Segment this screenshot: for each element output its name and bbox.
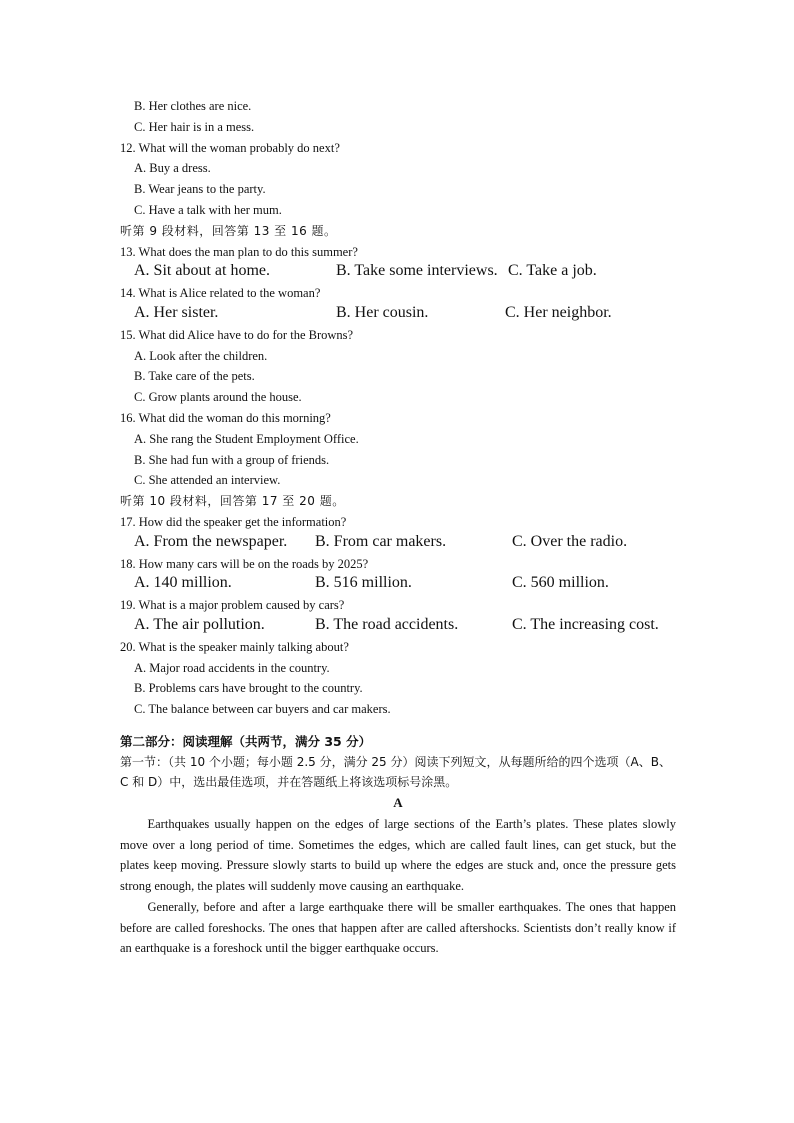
q15-option-b: B. Take care of the pets. — [134, 369, 255, 384]
q18-question: 18. How many cars will be on the roads by 2025? — [120, 556, 369, 571]
material-9-instruction: 听第 9 段材料，回答第 13 至 16 题。 — [120, 223, 337, 238]
part2-intro: 第一节：（共 10 个小题；每小题 2.5 分，满分 25 分）阅读下列短文，从每题所给的四个选项（A、B、C 和 D）中，选出最佳选项，并在答题纸上将该选项标号涂黑。 — [120, 754, 671, 790]
q15-option-c: C. Grow plants around the house. — [134, 390, 302, 405]
q17-question: 17. How did the speaker get the information? — [120, 514, 347, 529]
q16-option-b: B. She had fun with a group of friends. — [134, 452, 330, 467]
q11-option-b: B. Her clothes are nice. — [134, 99, 252, 113]
q16-option-a: A. She rang the Student Employment Office. — [134, 431, 359, 446]
q12-option-b: B. Wear jeans to the party. — [134, 182, 266, 197]
part2-title: 第二部分：阅读理解（共两节，满分 35 分） — [120, 733, 372, 749]
q19-options — [120, 616, 676, 637]
q13-option-a: A. Sit about at home. — [134, 262, 270, 280]
q14-option-a: A. Her sister. — [134, 303, 219, 321]
passage-paragraph-2: Generally, before and after a large earthquake there will be smaller earthquakes. The ones that happen before are called foreshocks. The ones that happen after are called aftershocks. Scientists don’t really know if an earthquake is a foreshock until the bigger earthquake occurs. — [120, 899, 676, 956]
q17-option-a: A. From the newspaper. — [134, 532, 288, 550]
q12-option-c: C. Have a talk with her mum. — [134, 202, 282, 217]
exam-page — [120, 96, 676, 959]
q18-option-a: A. 140 million. — [134, 574, 232, 592]
q13-option-b: B. Take some interviews. — [336, 262, 498, 280]
q20-option-b: B. Problems cars have brought to the country. — [134, 681, 363, 696]
q20-option-c: C. The balance between car buyers and car makers. — [134, 702, 391, 717]
q14-option-c: C. Her neighbor. — [505, 303, 612, 321]
q12-question: 12. What will the woman probably do next? — [120, 140, 340, 155]
material-10-instruction: 听第 10 段材料，回答第 17 至 20 题。 — [120, 494, 345, 509]
q19-option-c: C. The increasing cost. — [512, 615, 659, 633]
q15-question: 15. What did Alice have to do for the Browns? — [120, 327, 354, 342]
q15-option-a: A. Look after the children. — [134, 348, 268, 363]
q20-question: 20. What is the speaker mainly talking about? — [120, 639, 349, 654]
q12-option-a: A. Buy a dress. — [134, 161, 211, 176]
q19-option-a: A. The air pollution. — [134, 615, 265, 633]
q19-question: 19. What is a major problem caused by cars? — [120, 598, 345, 613]
q16-question: 16. What did the woman do this morning? — [120, 410, 331, 425]
q13-question: 13. What does the man plan to do this summer? — [120, 244, 358, 259]
q14-question: 14. What is Alice related to the woman? — [120, 286, 321, 301]
q13-options — [120, 262, 676, 283]
q17-option-b: B. From car makers. — [315, 532, 447, 550]
q16-option-c: C. She attended an interview. — [134, 473, 281, 488]
q13-option-c: C. Take a job. — [508, 262, 597, 280]
q11-option-c: C. Her hair is in a mess. — [134, 119, 255, 134]
q20-option-a: A. Major road accidents in the country. — [134, 660, 330, 675]
passage-paragraph-1: Earthquakes usually happen on the edges of large sections of the Earth’s plates. These plates slowly move over a long period of time. Sometimes the edges, which are called fault lines, can get stuck, but the plates keep moving. Pressure slowly starts to build up where the edges are stuck and, once the pressure gets strong enough, the plates will suddenly move causing an earthquake. — [120, 816, 676, 894]
q19-option-b: B. The road accidents. — [315, 615, 459, 633]
q18-option-c: C. 560 million. — [512, 574, 609, 592]
q18-option-b: B. 516 million. — [315, 574, 412, 592]
q14-option-b: B. Her cousin. — [336, 303, 429, 321]
q14-options — [120, 304, 676, 325]
q17-options — [120, 533, 676, 554]
passage-a-label: A — [393, 794, 403, 810]
q18-options — [120, 574, 676, 595]
q17-option-c: C. Over the radio. — [512, 532, 628, 550]
